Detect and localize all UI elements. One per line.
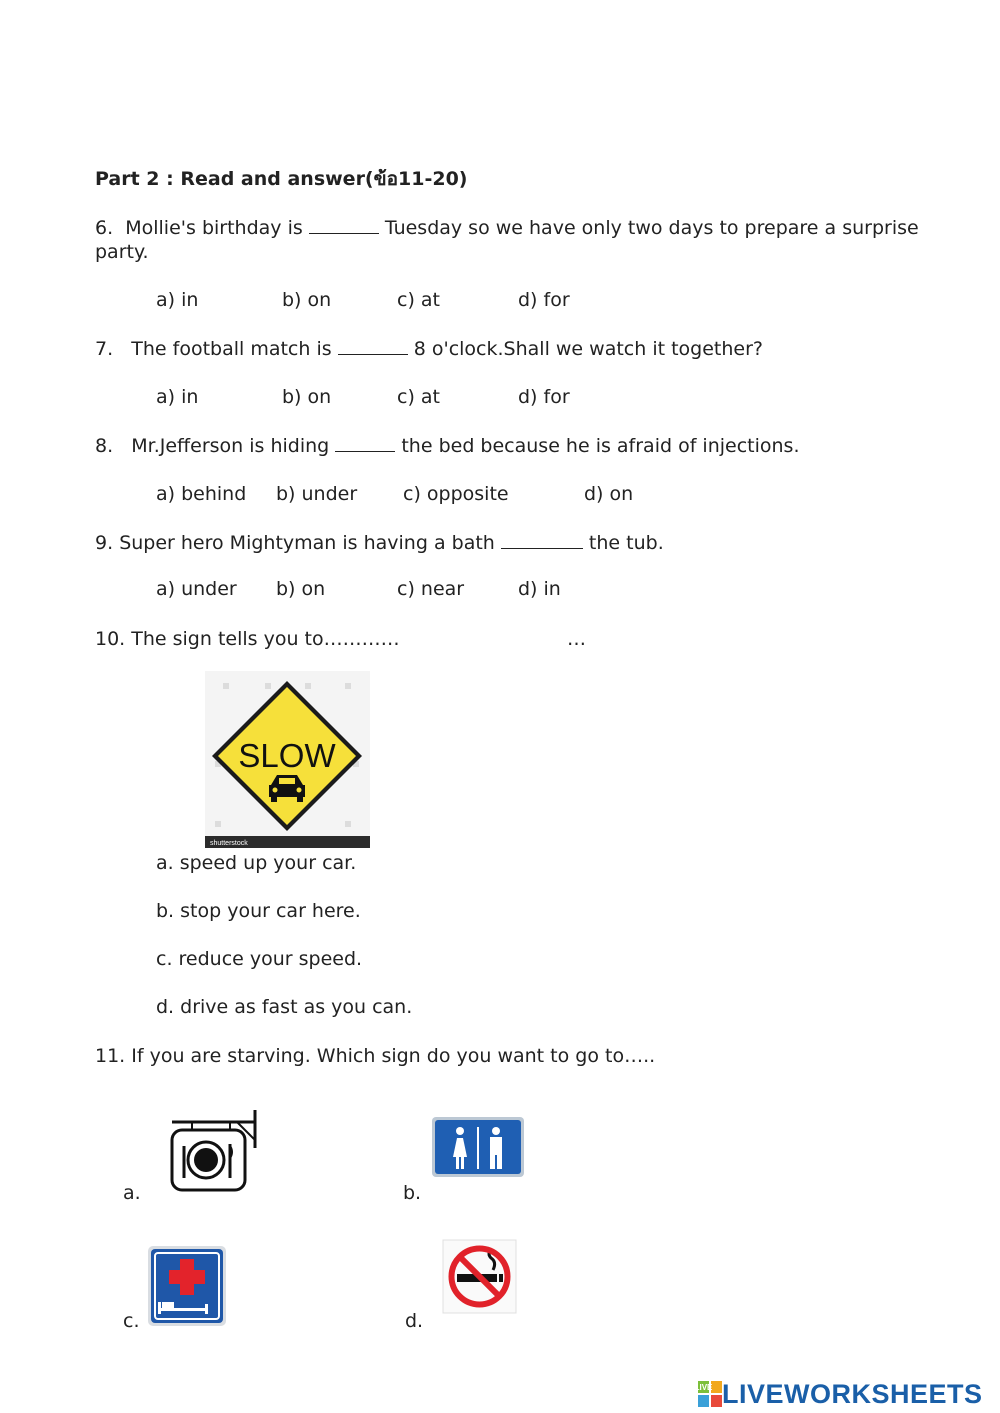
restaurant-sign-icon[interactable] <box>150 1108 265 1200</box>
image-credit: shutterstock <box>210 840 248 847</box>
slow-sign-image <box>205 671 370 848</box>
option-9d[interactable]: d) in <box>518 578 561 600</box>
question-text-after: 8 o'clock.Shall we watch it together? <box>413 338 763 360</box>
question-text-after: the bed because he is afraid of injections. <box>401 435 800 457</box>
option-11d-label[interactable]: d. <box>405 1310 424 1332</box>
question-number: 9. <box>95 532 114 554</box>
question-number: 7. <box>95 338 114 360</box>
question-10: 10. The sign tells you to………… <box>95 628 400 650</box>
part-title: Part 2 : Read and answer(ข้อ11-20) <box>95 168 468 190</box>
question-7 <box>95 337 763 361</box>
option-6a[interactable]: a) in <box>156 289 199 311</box>
option-9b[interactable]: b) on <box>276 578 326 600</box>
option-11c-label[interactable]: c. <box>123 1310 140 1332</box>
option-10d[interactable]: d. drive as fast as you can. <box>156 996 413 1018</box>
question-number: 6. <box>95 217 114 239</box>
question-text-before: The football match is <box>131 338 332 360</box>
option-7d[interactable]: d) for <box>518 386 570 408</box>
option-7a[interactable]: a) in <box>156 386 199 408</box>
hospital-sign-icon[interactable] <box>148 1246 226 1326</box>
slow-sign-word: SLOW <box>238 737 336 774</box>
live-badge-icon <box>694 1381 722 1407</box>
option-10a[interactable]: a. speed up your car. <box>156 852 357 874</box>
question-6 <box>95 216 925 264</box>
question-text-after: the tub. <box>588 532 664 554</box>
answer-blank[interactable] <box>335 435 395 452</box>
option-6b[interactable]: b) on <box>282 289 332 311</box>
question-number: 8. <box>95 435 114 457</box>
option-6c[interactable]: c) at <box>397 289 440 311</box>
restroom-sign-icon[interactable] <box>432 1117 524 1177</box>
option-8c[interactable]: c) opposite <box>403 483 509 505</box>
option-10c[interactable]: c. reduce your speed. <box>156 948 363 970</box>
question-text-after: Tuesday so we have only two days to prepare a surprise party. <box>95 217 919 263</box>
answer-blank[interactable] <box>309 217 379 234</box>
option-11a-label[interactable]: a. <box>123 1182 141 1204</box>
option-7c[interactable]: c) at <box>397 386 440 408</box>
liveworksheets-logo[interactable] <box>694 1378 983 1410</box>
logo-text: LIVEWORKSHEETS <box>722 1378 983 1409</box>
option-11b-label[interactable]: b. <box>403 1182 422 1204</box>
question-11: 11. If you are starving. Which sign do you want to go to….. <box>95 1045 656 1067</box>
no-smoking-sign-icon[interactable] <box>443 1240 516 1313</box>
question-text-before: Mollie's birthday is <box>125 217 303 239</box>
option-7b[interactable]: b) on <box>282 386 332 408</box>
answer-blank[interactable] <box>338 338 408 355</box>
option-6d[interactable]: d) for <box>518 289 570 311</box>
question-9 <box>95 531 664 555</box>
question-8 <box>95 434 800 458</box>
svg-text:LIVE: LIVE <box>694 1383 713 1392</box>
question-text-before: Mr.Jefferson is hiding <box>131 435 330 457</box>
option-8a[interactable]: a) behind <box>156 483 247 505</box>
option-9c[interactable]: c) near <box>397 578 465 600</box>
question-10-trail: … <box>567 628 586 650</box>
answer-blank[interactable] <box>501 532 583 549</box>
option-8b[interactable]: b) under <box>276 483 358 505</box>
option-8d[interactable]: d) on <box>584 483 634 505</box>
option-9a[interactable]: a) under <box>156 578 237 600</box>
option-10b[interactable]: b. stop your car here. <box>156 900 361 922</box>
question-text-before: Super hero Mightyman is having a bath <box>119 532 495 554</box>
